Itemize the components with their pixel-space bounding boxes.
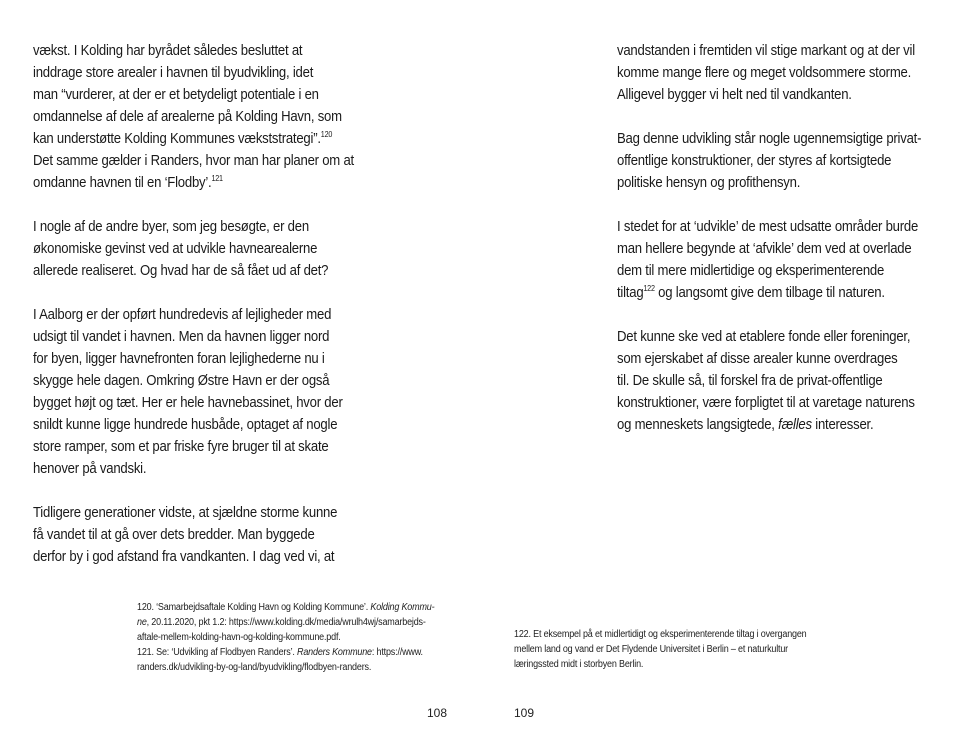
text-line: bygget højt og tæt. Her er hele havnebassinet, hvor der	[33, 395, 343, 411]
text-line: derfor by i god afstand fra vandkanten. I dag ved vi, at	[33, 549, 335, 565]
text-line: I stedet for at ‘udvikle’ de mest udsatte områder burde	[617, 219, 919, 235]
text-line: omdannelse af dele af arealerne på Kolding Havn, som	[33, 109, 342, 125]
footnote-line	[137, 645, 452, 660]
left-page-body	[33, 40, 354, 590]
footnote-line	[137, 615, 452, 630]
text-line: snildt kunne ligge hundrede husbåde, optaget af nogle	[33, 417, 338, 433]
text-line: udsigt til vandet i havnen. Men da havnen ligger nord	[33, 329, 330, 345]
text-line: Det samme gælder i Randers, hvor man har planer om at	[33, 153, 354, 169]
footnote-text: 121. Se: ‘Udvikling af Flodbyen Randers’.	[137, 647, 298, 658]
footnote-ref-122[interactable]: 122	[643, 284, 655, 293]
left-page-footnotes	[137, 600, 452, 675]
paragraph	[617, 40, 928, 106]
text-line: økonomiske gevinst ved at udvikle havnearealerne	[33, 241, 318, 257]
footnote-text[interactable]: : https://www.	[371, 647, 423, 658]
footnote-ref-121[interactable]: 121	[211, 174, 223, 183]
footnote-text[interactable]: , 20.11.2020, pkt 1.2: https://www.kolding.dk/media/wrulh4wj/samarbejds-	[146, 617, 426, 628]
text-line: man hellere begynde at ‘afvikle’ dem ved at overlade	[617, 241, 912, 257]
footnote-italic: ne	[137, 617, 147, 628]
right-page-footnotes	[514, 627, 829, 672]
text-line: Alligevel bygger vi helt ned til vandkanten.	[617, 87, 852, 103]
text-line	[33, 128, 348, 150]
footnote-line[interactable]: randers.dk/udvikling-by-og-land/byudvikling/flodbyen-randers.	[137, 662, 372, 673]
text-line: skygge hele dagen. Omkring Østre Havn er der også	[33, 373, 330, 389]
paragraph	[617, 128, 928, 194]
text-line: vandstanden i fremtiden vil stige markant og at der vil	[617, 43, 915, 59]
text-line: vækst. I Kolding har byrådet således besluttet at	[33, 43, 303, 59]
right-page-body	[617, 40, 928, 458]
page-number-right: 109	[514, 706, 535, 720]
footnote-line[interactable]: aftale-mellem-kolding-havn-og-kolding-kommune.pdf.	[137, 632, 341, 643]
text-span: og langsomt give dem tilbage til naturen.	[654, 285, 885, 301]
text-line	[617, 414, 928, 436]
emphasis-text: fælles	[778, 417, 812, 433]
text-line: henover på vandski.	[33, 461, 147, 477]
text-line: offentlige konstruktioner, der styres af kortsigtede	[617, 153, 892, 169]
text-line: I Aalborg er der opført hundredevis af lejligheder med	[33, 307, 332, 323]
footnote-line	[137, 600, 452, 615]
text-line: til. De skulle så, til forskel fra de privat-offentlige	[617, 373, 883, 389]
text-line: Bag denne udvikling står nogle ugennemsigtige privat-	[617, 131, 922, 147]
text-line: som ejerskabet af disse arealer kunne overdrages	[617, 351, 898, 367]
footnote-ref-120[interactable]: 120	[320, 130, 333, 139]
text-line: inddrage store arealer i havnen til byudvikling, idet	[33, 65, 314, 81]
paragraph	[33, 40, 354, 194]
footnote-line: læringssted midt i storbyen Berlin.	[514, 659, 644, 670]
paragraph	[33, 304, 348, 480]
text-line: I nogle af de andre byer, som jeg besøgte, er den	[33, 219, 309, 235]
text-span: omdanne havnen til en ‘Flodby’.	[33, 175, 212, 191]
footnote-line: 122. Et eksempel på et midlertidigt og eksperimenterende tiltag i overgangen	[514, 629, 807, 640]
text-line: komme mange flere og meget voldsommere storme.	[617, 65, 912, 81]
paragraph	[33, 216, 348, 282]
text-line: konstruktioner, være forpligtet til at varetage naturens	[617, 395, 915, 411]
text-line: allerede realiseret. Og hvad har de så fået ud af det?	[33, 263, 329, 279]
footnote-text: 120. ‘Samarbejdsaftale Kolding Havn og Kolding Kommune’.	[137, 602, 371, 613]
text-line: Det kunne ske ved at etablere fonde eller foreninger,	[617, 329, 911, 345]
text-span: interesser.	[811, 417, 874, 433]
footnote-italic: Randers Kommune	[297, 647, 372, 658]
text-line	[33, 172, 348, 194]
text-span: kan understøtte Kolding Kommunes vækststrategi”.	[33, 131, 321, 147]
text-line: for byen, ligger havnefronten foran lejlighederne nu i	[33, 351, 325, 367]
paragraph	[33, 502, 348, 568]
page-number-left: 108	[427, 706, 448, 720]
text-line: dem til mere midlertidige og eksperimenterende	[617, 263, 885, 279]
text-line	[617, 282, 928, 304]
footnote-italic: Kolding Kommu-	[370, 602, 435, 613]
paragraph	[617, 216, 928, 304]
text-span: tiltag	[617, 285, 644, 301]
footnote-line: mellem land og vand er Det Flydende Universitet i Berlin – et naturkultur	[514, 644, 789, 655]
paragraph	[617, 326, 928, 436]
text-line: Tidligere generationer vidste, at sjældne storme kunne	[33, 505, 338, 521]
text-span: og menneskets langsigtede,	[617, 417, 779, 433]
text-line: politiske hensyn og profithensyn.	[617, 175, 801, 191]
text-line: få vandet til at gå over dets bredder. Man byggede	[33, 527, 315, 543]
text-line: man “vurderer, at der er et betydeligt potentiale i en	[33, 87, 319, 103]
text-line: store ramper, som et par friske fyre bruger til at skate	[33, 439, 329, 455]
